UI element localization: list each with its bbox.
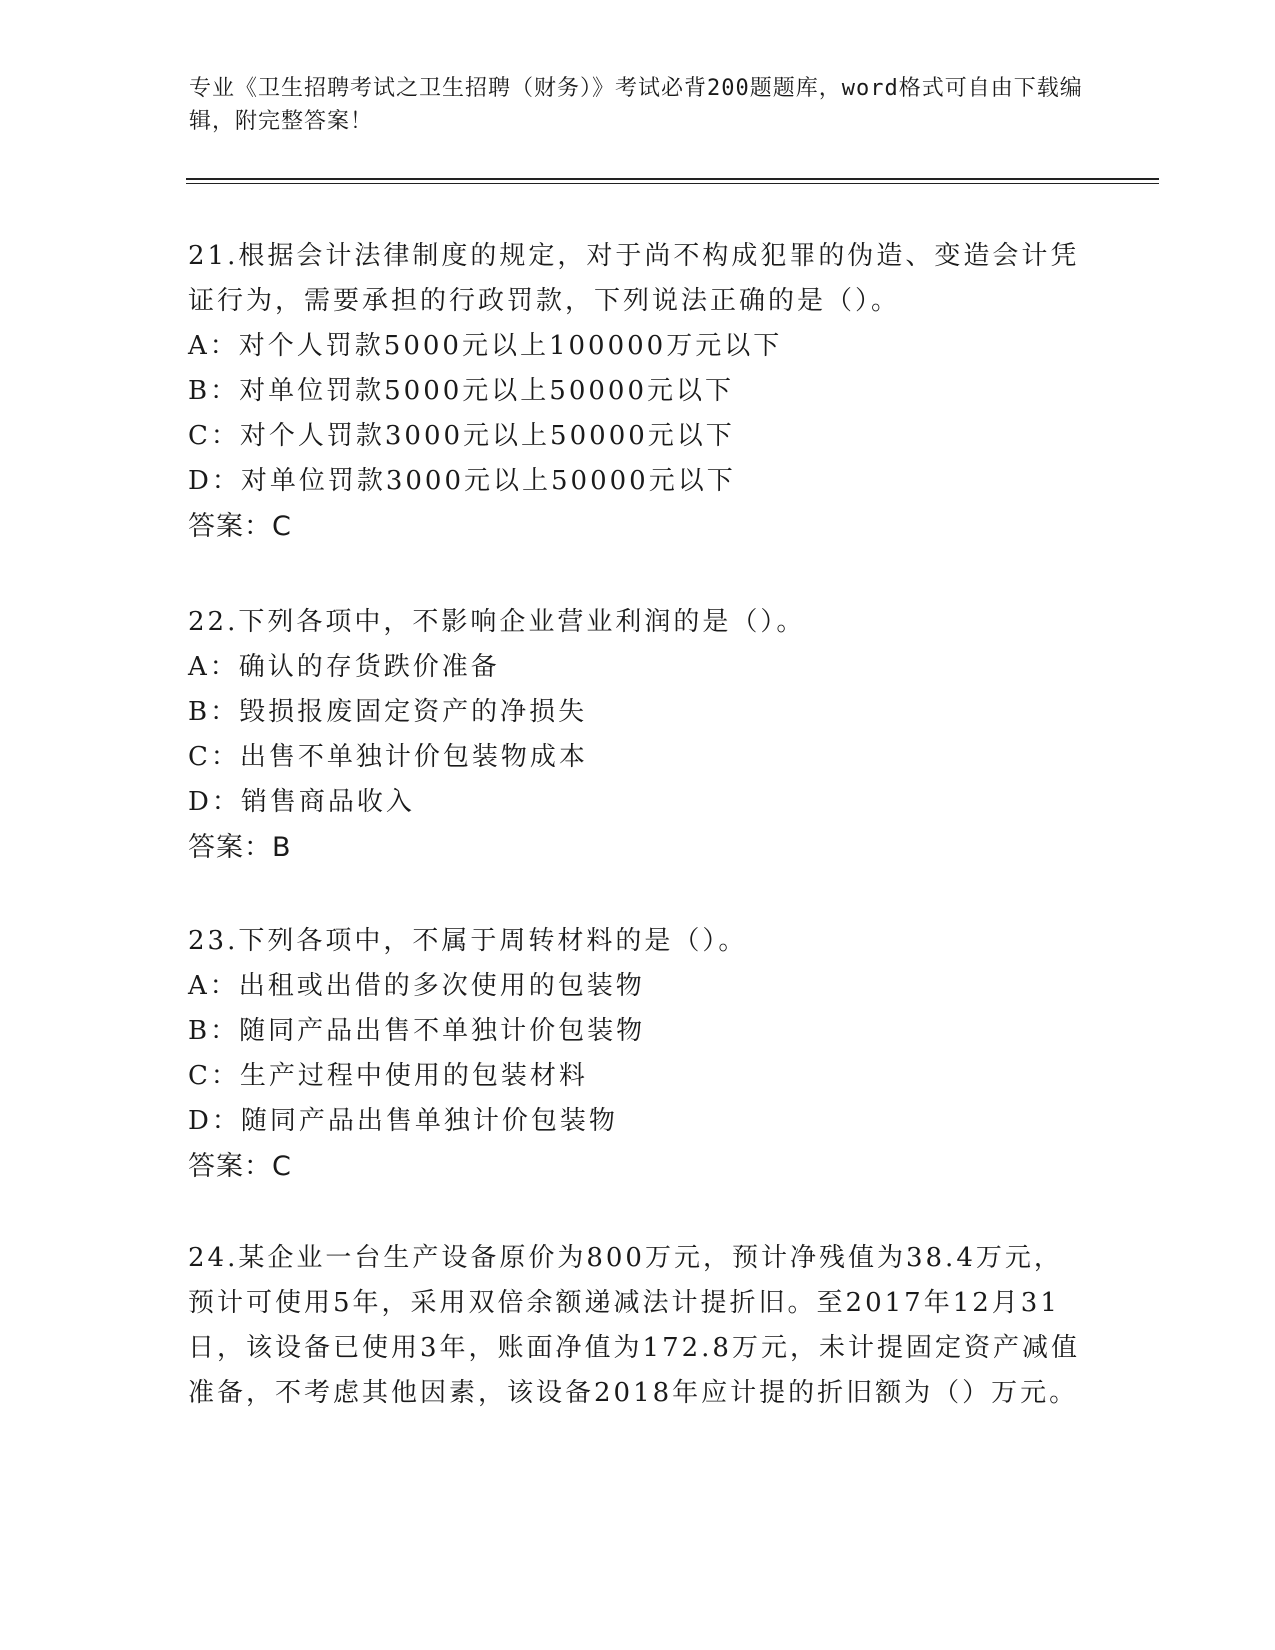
option-b: B：对单位罚款5000元以上50000元以下 [188, 376, 734, 406]
question-22 [188, 600, 1088, 870]
option-c: C：出售不单独计价包装物成本 [188, 742, 588, 772]
answer: 答案：C [188, 511, 292, 542]
question-text: 23.下列各项中，不属于周转材料的是（）。 [188, 926, 748, 956]
question-24 [188, 1236, 1088, 1416]
question-21 [188, 234, 1088, 549]
header-divider-thin [186, 183, 1159, 184]
header-title: 专业《卫生招聘考试之卫生招聘（财务）》考试必背200题题库，word格式可自由下载编辑，附完整答案！ [189, 76, 1083, 134]
question-text: 21.根据会计法律制度的规定，对于尚不构成犯罪的伪造、变造会计凭证行为，需要承担的行政罚款，下列说法正确的是（）。 [188, 241, 1080, 316]
option-b: B：随同产品出售不单独计价包装物 [188, 1016, 646, 1046]
header-divider-thick [186, 178, 1159, 180]
question-text: 22.下列各项中，不影响企业营业利润的是（）。 [188, 607, 806, 637]
option-d: D：销售商品收入 [188, 787, 415, 817]
option-a: A：对个人罚款5000元以上100000万元以下 [188, 331, 783, 361]
answer: 答案：C [188, 1151, 292, 1182]
option-d: D：对单位罚款3000元以上50000元以下 [188, 466, 736, 496]
option-c: C：生产过程中使用的包装材料 [188, 1061, 588, 1091]
answer: 答案：B [188, 832, 292, 863]
option-d: D：随同产品出售单独计价包装物 [188, 1106, 618, 1136]
option-a: A：确认的存货跌价准备 [188, 652, 500, 682]
option-a: A：出租或出借的多次使用的包装物 [188, 971, 645, 1001]
question-text: 24.某企业一台生产设备原价为800万元，预计净残值为38.4万元，预计可使用5年，采用双倍余额递减法计提折旧。至2017年12月31日，该设备已使用3年，账面净值为172.8万元，未计提固定资产减值准备，不考虑其他因素，该设备2018年应计提的折旧额为（）万元。 [188, 1243, 1080, 1408]
document-header [189, 72, 1089, 138]
question-23 [188, 919, 1088, 1189]
option-b: B：毁损报废固定资产的净损失 [188, 697, 588, 727]
option-c: C：对个人罚款3000元以上50000元以下 [188, 421, 735, 451]
